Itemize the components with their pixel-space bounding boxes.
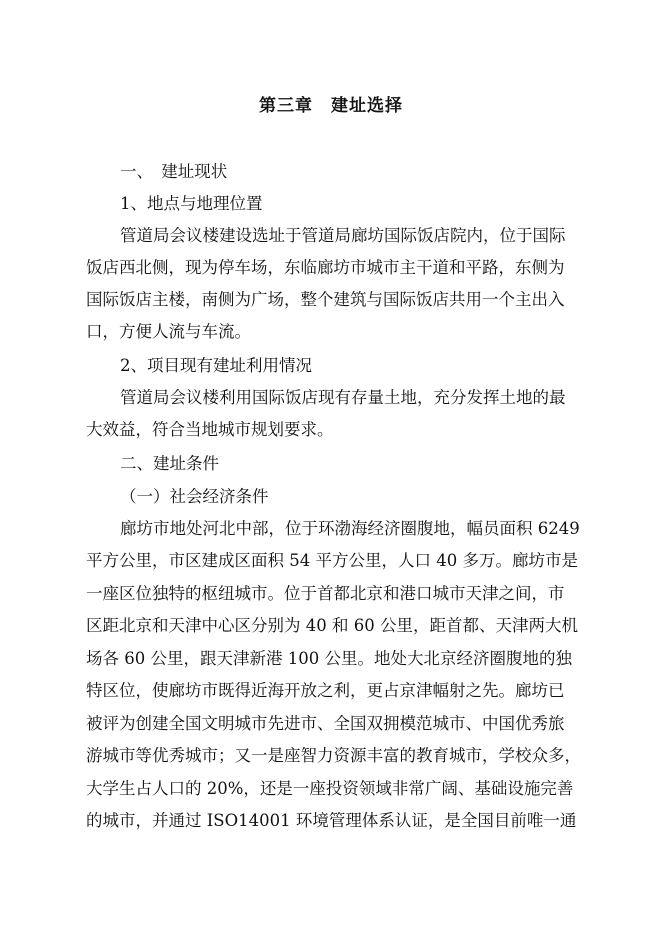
subheading-socioeconomic: （一）社会经济条件: [120, 487, 269, 506]
heading-site-conditions: 二、建址条件: [120, 454, 219, 473]
paragraph-line: 国际饭店主楼，南侧为广场，整个建筑与国际饭店共用一个主出入: [86, 290, 565, 309]
chapter-title: 第三章 建址选择: [259, 96, 403, 116]
subheading-land-use: 2、项目现有建址利用情况: [120, 356, 312, 375]
paragraph-line: 管道局会议楼利用国际饭店现有存量土地，充分发挥土地的最: [120, 388, 566, 407]
paragraph-line: 口，方便人流与车流。: [86, 322, 251, 341]
subheading-location: 1、地点与地理位置: [120, 194, 263, 213]
paragraph-line: 一座区位独特的枢纽城市。位于首都北京和港口城市天津之间，市: [86, 584, 565, 603]
paragraph-line: 被评为创建全国文明城市先进市、全国双拥模范城市、中国优秀旅: [86, 714, 565, 733]
paragraph-line: 管道局会议楼建设选址于管道局廊坊国际饭店院内，位于国际: [120, 226, 566, 245]
paragraph-line: 廊坊市地处河北中部，位于环渤海经济圈腹地，幅员面积 6249: [120, 519, 580, 538]
paragraph-line: 游城市等优秀城市；又一是座智力资源丰富的教育城市，学校众多，: [86, 746, 581, 765]
paragraph-line: 特区位，使廊坊市既得近海开放之利，更占京津幅射之先。廊坊已: [86, 681, 565, 700]
paragraph-line: 区距北京和天津中心区分别为 40 和 60 公里，距首都、天津两大机: [86, 616, 578, 635]
paragraph-line: 场各 60 公里，跟天津新港 100 公里。地处大北京经济圈腹地的独: [86, 649, 572, 668]
paragraph-line: 的城市，并通过 ISO14001 环境管理体系认证，是全国目前唯一通: [86, 811, 577, 830]
paragraph-line: 大效益，符合当地城市规划要求。: [86, 420, 334, 439]
heading-site-status: 一、 建址现状: [120, 162, 228, 181]
paragraph-line: 平方公里，市区建成区面积 54 平方公里，人口 40 多万。廊坊市是: [86, 551, 578, 570]
paragraph-line: 大学生占人口的 20%，还是一座投资领域非常广阔、基础设施完善: [86, 779, 574, 798]
paragraph-line: 饭店西北侧，现为停车场，东临廊坊市城市主干道和平路，东侧为: [86, 258, 565, 277]
